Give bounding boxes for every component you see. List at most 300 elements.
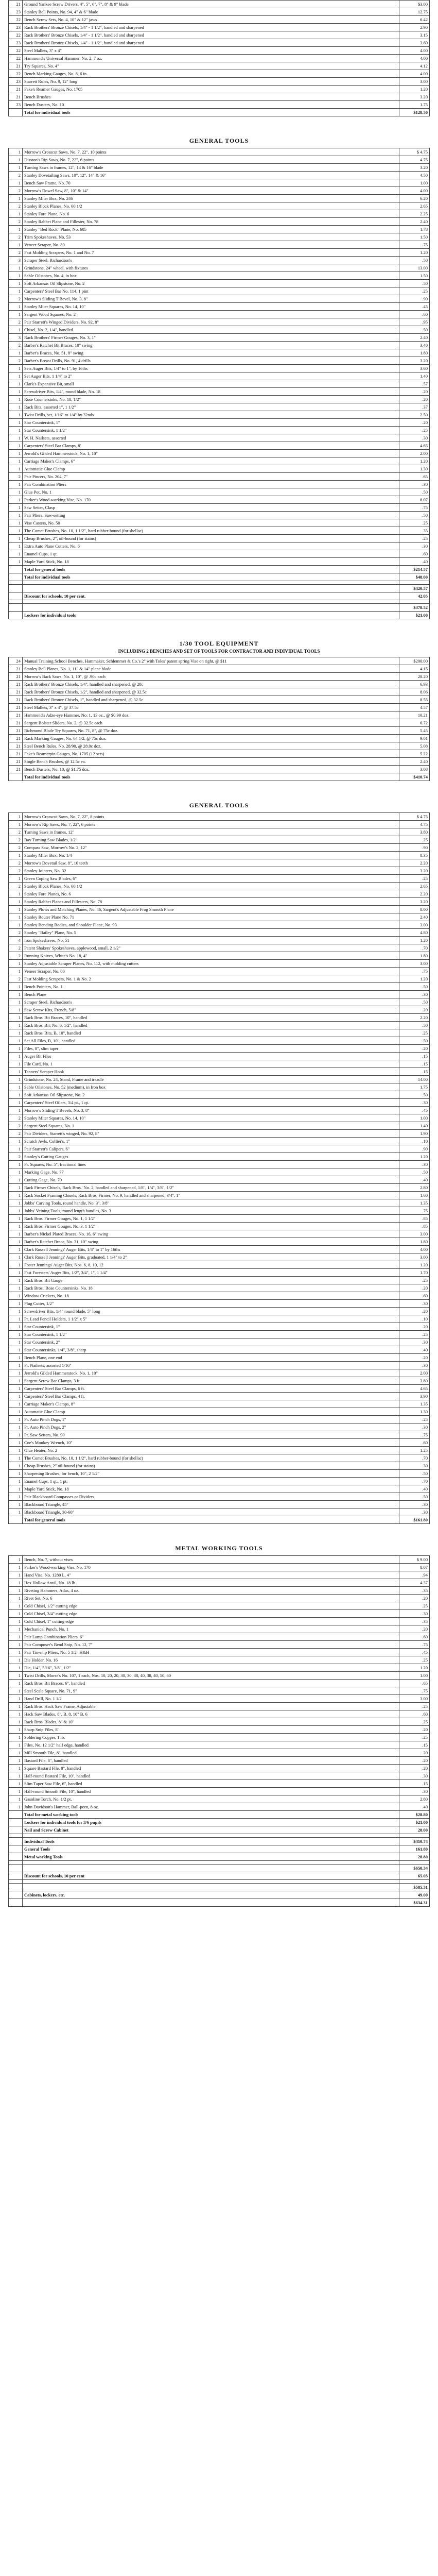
table-row — [9, 1726, 430, 1734]
description-cell: Metal working Tools — [23, 1853, 399, 1861]
price-cell: .20 — [399, 388, 430, 396]
quantity-cell: 1 — [9, 1369, 23, 1377]
quantity-cell: 1 — [9, 1199, 23, 1207]
table-row — [9, 287, 430, 295]
price-cell: .50 — [399, 998, 430, 1006]
table-row — [9, 187, 430, 195]
description-cell: Star Countersink, 2" — [23, 1338, 399, 1346]
price-cell: .40 — [399, 1803, 430, 1811]
table-row — [9, 813, 430, 821]
description-cell: Discount for schools, 10 per cent — [23, 1872, 399, 1880]
price-cell: .15 — [399, 1053, 430, 1060]
total-row — [9, 1891, 430, 1899]
quantity-cell: 1 — [9, 1331, 23, 1338]
table-row — [9, 1618, 430, 1625]
table-row — [9, 1579, 430, 1587]
price-cell: 3.00 — [399, 1230, 430, 1238]
description-cell: Automatic Glue Clamp — [23, 465, 399, 473]
total-row — [9, 1865, 430, 1872]
price-cell: 3.20 — [399, 93, 430, 101]
quantity-cell: 1 — [9, 1315, 23, 1323]
description-cell: Stanley Dovetailing Saws, 10", 12", 14" & 16" — [23, 172, 399, 179]
quantity-cell: 1 — [9, 1099, 23, 1107]
price-cell: 28.20 — [399, 673, 430, 681]
table-row — [9, 1138, 430, 1145]
table-row — [9, 1478, 430, 1485]
price-cell: .25 — [399, 1602, 430, 1610]
quantity-cell: 2 — [9, 295, 23, 303]
quantity-cell: 4 — [9, 937, 23, 944]
table-row — [9, 975, 430, 983]
table-row — [9, 1571, 430, 1579]
description-cell: Carpenters' Steel Bar No. 114, 1 pint — [23, 287, 399, 295]
table-row — [9, 1091, 430, 1099]
quantity-cell: 1 — [9, 1168, 23, 1176]
total-row — [9, 585, 430, 592]
price-cell: 1.00 — [399, 1672, 430, 1680]
description-cell: Bastard File, 8", handled — [23, 1757, 399, 1765]
description-cell: Stanley Miter Box, No. 246 — [23, 195, 399, 202]
inventory-section — [8, 0, 430, 116]
description-cell: Auger Bit Files — [23, 1053, 399, 1060]
section-title: METAL WORKING TOOLS — [175, 1545, 263, 1552]
quantity-cell: 1 — [9, 1470, 23, 1478]
quantity-cell: 2 — [9, 867, 23, 875]
quantity-cell: 1 — [9, 365, 23, 372]
quantity-cell: 21 — [9, 719, 23, 727]
quantity-cell: 21 — [9, 711, 23, 719]
table-row — [9, 527, 430, 535]
quantity-cell: 1 — [9, 481, 23, 488]
table-row — [9, 1400, 430, 1408]
quantity-cell — [9, 1819, 23, 1826]
quantity-cell: 1 — [9, 226, 23, 233]
table-row — [9, 1060, 430, 1068]
table-row — [9, 1788, 430, 1795]
price-cell: .50 — [399, 280, 430, 287]
price-cell: .50 — [399, 1168, 430, 1176]
table-row — [9, 1099, 430, 1107]
quantity-cell — [9, 1845, 23, 1853]
quantity-cell: 23 — [9, 78, 23, 86]
price-cell: 1.40 — [399, 1122, 430, 1130]
quantity-cell: 1 — [9, 1230, 23, 1238]
price-cell: 49.00 — [399, 1891, 430, 1899]
description-cell: Riveting Hammers, Atlas, 4 oz. — [23, 1587, 399, 1595]
total-row — [9, 612, 430, 619]
description-cell: Rack Bros' Hack Saw Frame, Adjustable — [23, 1703, 399, 1710]
description-cell: Stanley Adjustable Scraper Planes, No. 112, with molding cutters — [23, 960, 399, 968]
quantity-cell: 21 — [9, 62, 23, 70]
price-cell: .45 — [399, 303, 430, 311]
price-cell: .60 — [399, 1439, 430, 1447]
spacer-row — [9, 1880, 430, 1884]
table-row — [9, 241, 430, 249]
description-cell: Ground Yankee Screw Drivers, 4", 5", 6", 7", 8" & 9" blade — [23, 1, 399, 8]
price-cell — [399, 600, 430, 604]
price-cell: 1.20 — [399, 457, 430, 465]
table-row — [9, 1595, 430, 1602]
price-cell: $3.00 — [399, 1, 430, 8]
quantity-cell: 2 — [9, 249, 23, 257]
total-row — [9, 1899, 430, 1907]
table-row — [9, 218, 430, 226]
quantity-cell: 1 — [9, 1749, 23, 1757]
price-cell: .25 — [399, 836, 430, 844]
price-cell: 1.20 — [399, 86, 430, 93]
price-cell: .95 — [399, 318, 430, 326]
description-cell: File Card, No. 1 — [23, 1060, 399, 1068]
quantity-cell — [9, 566, 23, 573]
table-row — [9, 434, 430, 442]
price-cell: .70 — [399, 944, 430, 952]
price-cell: .20 — [399, 1006, 430, 1014]
quantity-cell: 1 — [9, 1223, 23, 1230]
table-row — [9, 535, 430, 543]
price-cell: 2.40 — [399, 218, 430, 226]
quantity-cell: 21 — [9, 696, 23, 704]
quantity-cell: 1 — [9, 1571, 23, 1579]
price-cell: 4.57 — [399, 704, 430, 711]
quantity-cell — [9, 612, 23, 619]
price-cell: .65 — [399, 1680, 430, 1687]
table-row — [9, 1354, 430, 1362]
inventory-section — [8, 802, 430, 1524]
price-cell: $410.74 — [399, 1838, 430, 1845]
table-row — [9, 1315, 430, 1323]
quantity-cell — [9, 1884, 23, 1891]
table-row — [9, 673, 430, 681]
price-cell: .60 — [399, 550, 430, 558]
quantity-cell: 1 — [9, 419, 23, 427]
table-row — [9, 1687, 430, 1695]
price-cell: .15 — [399, 1780, 430, 1788]
table-row — [9, 8, 430, 16]
description-cell: Carriage Maker's Clamps, 8" — [23, 1400, 399, 1408]
quantity-cell: 1 — [9, 434, 23, 442]
price-cell: 1.80 — [399, 1238, 430, 1246]
price-cell: .30 — [399, 1099, 430, 1107]
quantity-cell: 1 — [9, 442, 23, 450]
description-cell: Extra Auto Plane Cutters, No. 6 — [23, 543, 399, 550]
description-cell: Total for individual tools — [23, 573, 399, 581]
description-cell: Rack Bros' Bit Braces, 10", handled — [23, 1014, 399, 1022]
description-cell: Cheap Brushes, 2" oil-bound (for stains) — [23, 1462, 399, 1470]
price-cell: 8.07 — [399, 1564, 430, 1571]
quantity-cell: 1 — [9, 1045, 23, 1053]
table-row — [9, 488, 430, 496]
quantity-cell: 1 — [9, 1618, 23, 1625]
quantity-cell: 2 — [9, 357, 23, 365]
price-cell: 1.75 — [399, 1083, 430, 1091]
table-row — [9, 1493, 430, 1501]
quantity-cell: 2 — [9, 1153, 23, 1161]
description-cell: Hand Vise, No. 1280 L, 4" — [23, 1571, 399, 1579]
table-row — [9, 39, 430, 47]
description-cell: Jerrold's Gilded Hammerstock, No. 1, 10" — [23, 450, 399, 457]
quantity-cell: 1 — [9, 1695, 23, 1703]
description-cell: Nail and Screw Cabinet — [23, 1826, 399, 1834]
table-row — [9, 349, 430, 357]
quantity-cell: 1 — [9, 488, 23, 496]
quantity-cell: 2 — [9, 859, 23, 867]
price-cell: .20 — [399, 1625, 430, 1633]
description-cell: Saw Screw Kits, French, 5/8" — [23, 1006, 399, 1014]
price-cell: .50 — [399, 1022, 430, 1029]
price-cell: 3.20 — [399, 164, 430, 172]
description-cell: Pair Starrett's Winged Dividers, No. 92, 8" — [23, 318, 399, 326]
price-cell: 1.20 — [399, 1261, 430, 1269]
description-cell: Pr. Lead Pencil Holders, 1 1/2" x 5" — [23, 1315, 399, 1323]
quantity-cell: 23 — [9, 39, 23, 47]
price-cell: 3.80 — [399, 828, 430, 836]
table-row — [9, 1168, 430, 1176]
description-cell: Star Countersink, 1" — [23, 1323, 399, 1331]
description-cell: Blackboard Triangle, 45° — [23, 1501, 399, 1509]
description-cell: Veneer Scraper, No. 80 — [23, 241, 399, 249]
quantity-cell: 1 — [9, 543, 23, 550]
price-cell: 1.20 — [399, 1664, 430, 1672]
quantity-cell: 1 — [9, 1734, 23, 1741]
price-cell: 1.80 — [399, 952, 430, 960]
quantity-cell: 2 — [9, 1130, 23, 1138]
description-cell: Files, 8", slim taper — [23, 1045, 399, 1053]
description-cell: Total for individual tools — [23, 109, 399, 116]
description-cell: Steel Scale Square, No. 71, 9" — [23, 1687, 399, 1695]
price-cell: 6.72 — [399, 719, 430, 727]
description-cell: Carpenters' Steel Oilers, 3/4 pt., 1 qt. — [23, 1099, 399, 1107]
table-row — [9, 1447, 430, 1454]
description-cell: Rack Bros' Bit, No. 6, 1/2", handled — [23, 1022, 399, 1029]
price-cell: $378.52 — [399, 604, 430, 612]
description-cell: Sharpening Brushes, for bench, 10", 2 1/2" — [23, 1470, 399, 1478]
total-row — [9, 1826, 430, 1834]
quantity-cell — [9, 1861, 23, 1865]
price-cell: 2.40 — [399, 758, 430, 766]
table-row — [9, 1749, 430, 1757]
table-row — [9, 929, 430, 937]
table-row — [9, 1780, 430, 1788]
price-cell: $28.80 — [399, 1811, 430, 1819]
price-cell: .15 — [399, 1741, 430, 1749]
description-cell: Cold Chisel, 1" cutting edge — [23, 1618, 399, 1625]
description-cell: W. H. Nailsets, assorted — [23, 434, 399, 442]
table-row — [9, 1284, 430, 1292]
price-cell: .30 — [399, 1462, 430, 1470]
price-cell: 14.00 — [399, 1076, 430, 1083]
description-cell: Starrett Rules, No. 9, 12" long — [23, 78, 399, 86]
inventory-section — [8, 1545, 430, 1907]
total-row — [9, 773, 430, 781]
quantity-cell — [9, 773, 23, 781]
description-cell: Patent Shakers' Spokeshaves, applewood, small, 2 1/2" — [23, 944, 399, 952]
table-row — [9, 164, 430, 172]
price-cell: $410.74 — [399, 773, 430, 781]
description-cell — [23, 1880, 399, 1884]
description-cell: Rivet Set, No. 6 — [23, 1595, 399, 1602]
price-cell: .20 — [399, 1045, 430, 1053]
table-row — [9, 1587, 430, 1595]
price-cell: 2.25 — [399, 210, 430, 218]
quantity-cell: 1 — [9, 1633, 23, 1641]
price-cell: 2.00 — [399, 1369, 430, 1377]
table-row — [9, 1757, 430, 1765]
description-cell: General Tools — [23, 1845, 399, 1853]
price-cell: .30 — [399, 1362, 430, 1369]
quantity-cell: 1 — [9, 968, 23, 975]
price-cell: $634.31 — [399, 1899, 430, 1907]
price-cell: .20 — [399, 1284, 430, 1292]
quantity-cell: 1 — [9, 1238, 23, 1246]
quantity-cell: 1 — [9, 311, 23, 318]
table-row — [9, 419, 430, 427]
description-cell: Die, 1/4", 5/16", 3/8", 1/2" — [23, 1664, 399, 1672]
description-cell: Bench Saw Frame, No. 70 — [23, 179, 399, 187]
quantity-cell: 22 — [9, 31, 23, 39]
quantity-cell: 21 — [9, 93, 23, 101]
price-cell: .25 — [399, 1277, 430, 1284]
table-row — [9, 1022, 430, 1029]
quantity-cell: 2 — [9, 883, 23, 890]
price-cell: 6.93 — [399, 681, 430, 688]
price-cell: .25 — [399, 1718, 430, 1726]
quantity-cell: 1 — [9, 1710, 23, 1718]
price-cell — [399, 1880, 430, 1884]
quantity-cell: 1 — [9, 1393, 23, 1400]
quantity-cell: 2 — [9, 187, 23, 195]
total-row — [9, 604, 430, 612]
description-cell: Disston's Rip Saws, No. 7, 22", 6 points — [23, 156, 399, 164]
description-cell: Bench Plane — [23, 991, 399, 998]
quantity-cell: 1 — [9, 519, 23, 527]
quantity-cell: 2 — [9, 844, 23, 852]
price-cell: 1.75 — [399, 101, 430, 109]
description-cell: Stanley Block Planes, No. 60 1/2 — [23, 883, 399, 890]
table-row — [9, 1641, 430, 1649]
description-cell: Twist Drills, set, 1/16" to 1/4" by 32nds — [23, 411, 399, 419]
price-cell: $21.00 — [399, 1819, 430, 1826]
description-cell: Slim Taper Saw File, 6", handled — [23, 1780, 399, 1788]
price-cell: 2.20 — [399, 859, 430, 867]
description-cell: Veneer Scraper, No. 80 — [23, 968, 399, 975]
table-row — [9, 1710, 430, 1718]
description-cell: Sets Auger Bits, 1/4" to 1", by 16ths — [23, 365, 399, 372]
quantity-cell: 1 — [9, 1308, 23, 1315]
table-row — [9, 1037, 430, 1045]
quantity-cell: 1 — [9, 1664, 23, 1672]
quantity-cell: 1 — [9, 1757, 23, 1765]
table-row — [9, 1114, 430, 1122]
price-cell: 2.00 — [399, 450, 430, 457]
quantity-cell: 1 — [9, 164, 23, 172]
table-row — [9, 944, 430, 952]
table-row — [9, 24, 430, 31]
table-row — [9, 202, 430, 210]
price-cell: .20 — [399, 419, 430, 427]
price-cell: .90 — [399, 1145, 430, 1153]
price-cell: 1.50 — [399, 272, 430, 280]
quantity-cell: 23 — [9, 8, 23, 16]
table-row — [9, 844, 430, 852]
description-cell: Star Countersinks, 1/4", 3/8", sharp — [23, 1346, 399, 1354]
spacer-row — [9, 600, 430, 604]
table-row — [9, 1346, 430, 1354]
table-row — [9, 688, 430, 696]
description-cell: Morrow's Back Saws, No. 1, 10", @ .90c each — [23, 673, 399, 681]
quantity-cell — [9, 1516, 23, 1524]
description-cell: Jobbs' Carving Tools, round handle, No. 3", 3/8" — [23, 1199, 399, 1207]
price-cell: .20 — [399, 1726, 430, 1734]
description-cell: Rack Bros'. Rose Countersinks, No. 18 — [23, 1284, 399, 1292]
description-cell: Compass Saw, Morrow's No. 2, 12" — [23, 844, 399, 852]
price-cell: 2.40 — [399, 913, 430, 921]
description-cell: Rack Brothers' Bronze Chisels, 1/4", handled and sharpened, @ 28c — [23, 681, 399, 688]
total-row — [9, 1838, 430, 1845]
quantity-cell: 21 — [9, 1, 23, 8]
price-cell: 9.01 — [399, 735, 430, 742]
quantity-cell: 1 — [9, 1346, 23, 1354]
quantity-cell: 1 — [9, 821, 23, 828]
table-row — [9, 1393, 430, 1400]
description-cell: Rack Brothers' Bronze Chisels, 1/4" - 1 1/2", handled and sharpened — [23, 31, 399, 39]
table-row — [9, 481, 430, 488]
price-cell: 1.78 — [399, 226, 430, 233]
price-cell: .60 — [399, 1633, 430, 1641]
quantity-cell: 24 — [9, 657, 23, 665]
table-row — [9, 512, 430, 519]
quantity-cell: 1 — [9, 1145, 23, 1153]
description-cell: Lockers for individual tools — [23, 612, 399, 619]
price-cell: $585.31 — [399, 1884, 430, 1891]
price-cell: .45 — [399, 1649, 430, 1656]
table-row — [9, 55, 430, 62]
quantity-cell: 2 — [9, 828, 23, 836]
table-row — [9, 450, 430, 457]
price-cell: 4.00 — [399, 187, 430, 195]
quantity-cell — [9, 1872, 23, 1880]
quantity-cell: 1 — [9, 1261, 23, 1269]
price-cell: 6.20 — [399, 195, 430, 202]
table-row — [9, 1377, 430, 1385]
table-row — [9, 1741, 430, 1749]
description-cell: Running Knives, White's No. 18, 4" — [23, 952, 399, 960]
table-row — [9, 558, 430, 566]
price-cell: .25 — [399, 1416, 430, 1423]
description-cell: Sargent Screw Bar Clamps, 3 ft. — [23, 1377, 399, 1385]
description-cell: Sargent Bolster Sliders, No. 2, @ 32.5c each — [23, 719, 399, 727]
table-row — [9, 1, 430, 8]
table-row — [9, 427, 430, 434]
table-row — [9, 883, 430, 890]
price-cell: $214.57 — [399, 566, 430, 573]
description-cell: Tanners' Scraper Hook — [23, 1068, 399, 1076]
table-row — [9, 442, 430, 450]
quantity-cell: 21 — [9, 86, 23, 93]
description-cell: Maple Yard Stick, No. 18 — [23, 558, 399, 566]
total-row — [9, 592, 430, 600]
quantity-cell: 3 — [9, 334, 23, 342]
description-cell: Screwdriver Bits, 1/4" round blade, 5" long — [23, 1308, 399, 1315]
quantity-cell: 1 — [9, 1718, 23, 1726]
price-cell: 4.65 — [399, 442, 430, 450]
table-row — [9, 295, 430, 303]
quantity-cell: 1 — [9, 1060, 23, 1068]
table-row — [9, 70, 430, 78]
price-cell: 3.00 — [399, 1695, 430, 1703]
quantity-cell — [9, 592, 23, 600]
table-row — [9, 1672, 430, 1680]
description-cell: Trim Spokeshaves, No. 53 — [23, 233, 399, 241]
